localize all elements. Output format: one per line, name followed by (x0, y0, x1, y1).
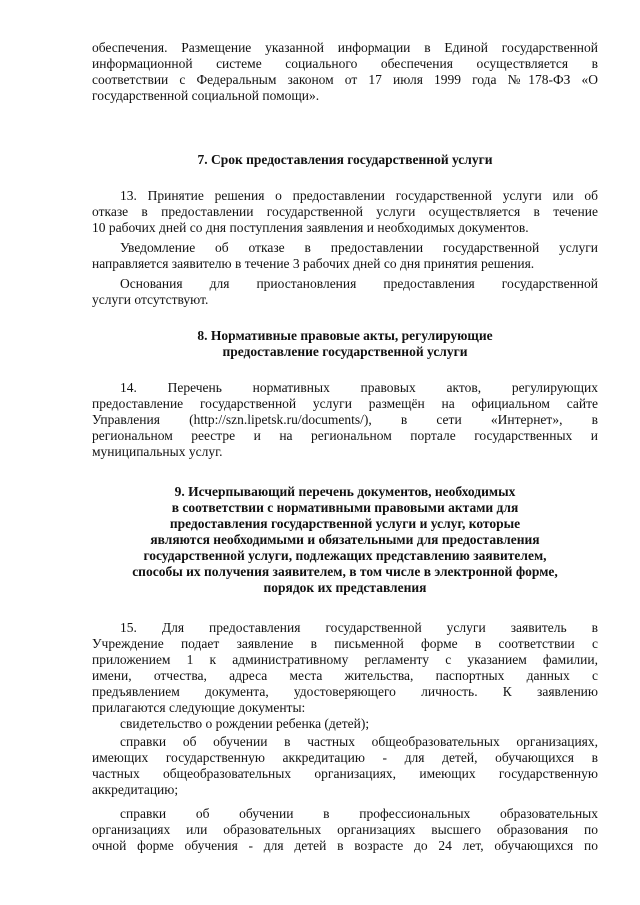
heading-line: способы их получения заявителем, в том числе в электронной форме, (132, 564, 558, 579)
text-line: аккредитацию; (92, 782, 179, 797)
section-9-heading (92, 484, 598, 596)
paragraph-13 (92, 188, 598, 236)
text-line: обеспечения. Размещение указанной информации в Единой государственной (92, 40, 598, 55)
text-line: Учреждение подает заявление в письменной форме в соответствии с (92, 636, 598, 651)
heading-line: предоставление государственной услуги (222, 344, 468, 359)
text-line: прилагаются следующие документы: (92, 700, 306, 715)
text-line: муниципальных услуг. (92, 444, 223, 459)
text-line: Основания для приостановления предоставления государственной (120, 276, 598, 291)
text-line: приложением 1 к административному регламенту с указанием фамилии, (92, 652, 598, 667)
text-line: предъявлением документа, удостоверяющего личность. К заявлению (92, 684, 598, 699)
heading-line: порядок их представления (263, 580, 427, 595)
text-line: имени, отчества, адреса места жительства, паспортных данных с (92, 668, 598, 683)
text-line: направляется заявителю в течение 3 рабочих дней со дня принятия решения. (92, 256, 535, 271)
text-line: Уведомление об отказе в предоставлении государственной услуги (120, 240, 598, 255)
text-line: государственной социальной помощи». (92, 88, 320, 103)
text-line: информационной системе социального обеспечения осуществляется в (92, 56, 598, 71)
text-line: Управления (http://szn.lipetsk.ru/documents/), в сети «Интернет», в (92, 412, 598, 427)
heading-line: 9. Исчерпывающий перечень документов, необходимых (174, 484, 516, 499)
text-line: региональном реестре и на региональном портале государственных и (92, 428, 598, 443)
heading-line: являются необходимыми и обязательными для предоставления (150, 532, 540, 547)
text-line: справки об обучении в профессиональных образовательных (120, 806, 598, 821)
paragraph-14 (92, 380, 598, 460)
notice-paragraph (92, 240, 598, 272)
doc-item-birth-certificate (92, 716, 598, 732)
paragraph-15 (92, 620, 598, 716)
text-line: отказе в предоставлении государственной услуги осуществляется в течение (92, 204, 598, 219)
text-line: очной форме обучения - для детей в возрасте до 24 лет, обучающихся по (92, 838, 598, 853)
text-line: 15. Для предоставления государственной услуги заявитель в (120, 620, 598, 635)
text-line: предоставление государственной услуги размещён на официальном сайте (92, 396, 598, 411)
section-7-heading: 7. Срок предоставления государственной услуги (197, 152, 493, 167)
intro-paragraph (92, 40, 598, 104)
text-line: справки об обучении в частных общеобразовательных организациях, (120, 734, 598, 749)
heading-line: предоставления государственной услуги и услуг, которые (169, 516, 521, 531)
doc-item-private-schools (92, 734, 598, 798)
text-line: частных общеобразовательных организациях, имеющих государственную (92, 766, 598, 781)
text-line: имеющих государственную аккредитацию - для детей, обучающихся в (92, 750, 598, 765)
text-line: 14. Перечень нормативных правовых актов, регулирующих (120, 380, 598, 395)
heading-line: государственной услуги, подлежащих представлению заявителем, (143, 548, 547, 563)
doc-item-professional-education (92, 806, 598, 854)
text-line: услуги отсутствуют. (92, 292, 209, 307)
section-8-heading (92, 328, 598, 360)
heading-line: 8. Нормативные правовые акты, регулирующие (197, 328, 493, 343)
text-line: свидетельство о рождении ребенка (детей); (120, 716, 370, 731)
heading-line: в соответствии с нормативными правовыми актами для (171, 500, 519, 515)
text-line: организациях или образовательных организациях высшего образования по (92, 822, 598, 837)
text-line: соответствии с Федеральным законом от 17 июля 1999 года №178-ФЗ «О (92, 72, 598, 87)
text-line: 10 рабочих дней со дня поступления заявления и необходимых документов. (92, 220, 529, 235)
grounds-paragraph (92, 276, 598, 308)
text-line: 13. Принятие решения о предоставлении государственной услуги или об (120, 188, 598, 203)
